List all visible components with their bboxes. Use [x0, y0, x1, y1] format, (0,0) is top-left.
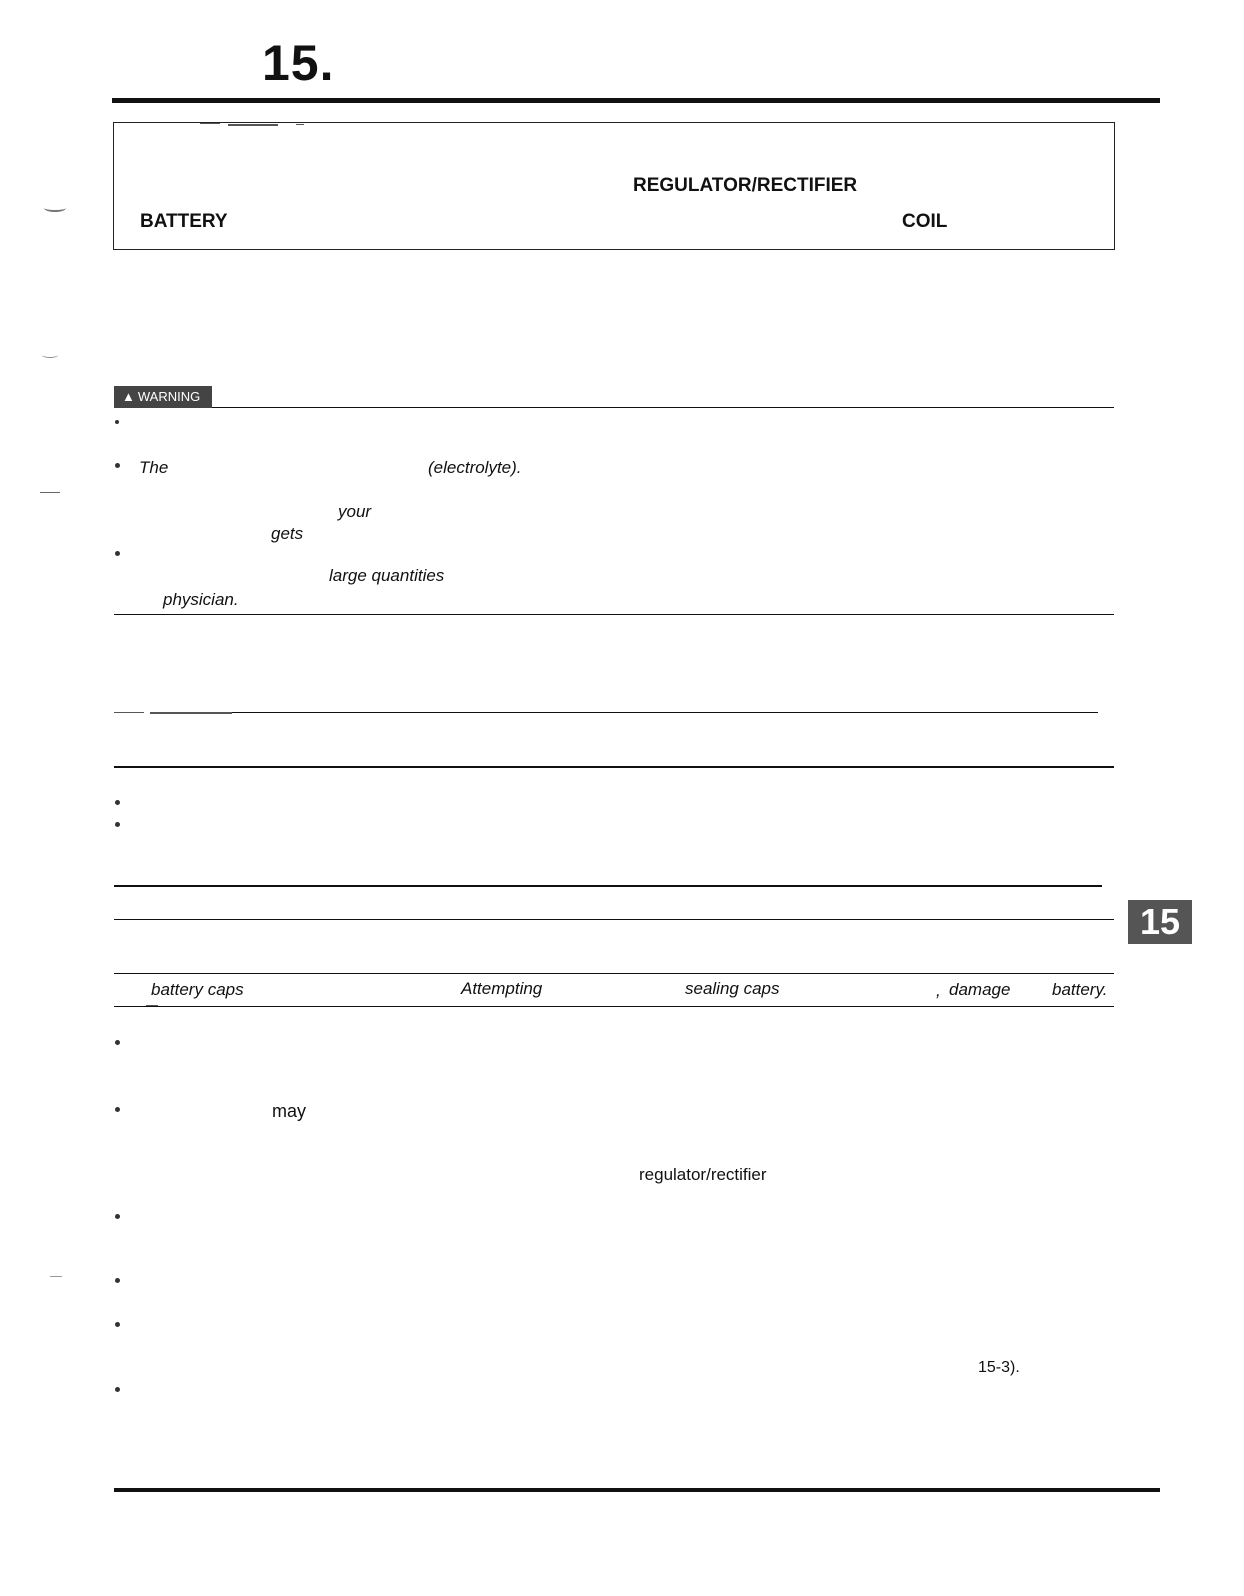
- note-bullet: [115, 1387, 120, 1392]
- warning-text-large-quantities: large quantities: [329, 566, 445, 585]
- scan-mark: [228, 124, 278, 126]
- scan-mark: [296, 124, 304, 125]
- warning-text-gets: gets: [271, 524, 304, 543]
- notice-battery: battery.: [1052, 980, 1108, 999]
- scan-mark: [150, 712, 232, 714]
- note-bullet: [115, 1278, 120, 1283]
- contents-box: [113, 122, 1115, 250]
- chapter-tab-number: 15: [1139, 901, 1181, 942]
- warning-text-your: your: [338, 502, 372, 521]
- note-bullet: [115, 1107, 120, 1112]
- section-rule: [114, 766, 1114, 768]
- section-rule: [114, 919, 1114, 920]
- warning-bullet: [115, 463, 120, 468]
- note-bullet: [115, 1322, 120, 1327]
- warning-bullet: [115, 420, 119, 424]
- margin-mark: [40, 488, 60, 493]
- note-text-may: may: [272, 1101, 307, 1121]
- note-bullet: [115, 1040, 120, 1045]
- chapter-tab: [1128, 900, 1192, 944]
- chapter-number: 15.: [262, 35, 335, 91]
- list-bullet: [115, 800, 120, 805]
- warning-triangle-icon: ▲: [122, 389, 135, 404]
- header-rule: [112, 98, 1160, 103]
- notice-sealing-caps: sealing caps: [685, 979, 780, 998]
- warning-badge: [114, 386, 212, 408]
- notice-bottom-rule: [114, 1006, 1114, 1007]
- notice-battery-caps: battery caps: [151, 980, 244, 999]
- scan-mark: [200, 123, 220, 124]
- warning-text-the: The: [139, 458, 169, 477]
- warning-text-electrolyte: (electrolyte).: [428, 458, 522, 477]
- warning-badge-label: WARNING: [137, 389, 201, 404]
- margin-mark: [42, 352, 58, 358]
- warning-text-physician: physician.: [163, 590, 239, 609]
- notice-top-rule: [114, 973, 1114, 974]
- contents-regulator-label: REGULATOR/RECTIFIER: [633, 175, 858, 196]
- scan-mark: [114, 712, 144, 713]
- margin-mark: [50, 1276, 62, 1277]
- contents-battery-label: BATTERY: [140, 211, 228, 232]
- note-text-regulator-rectifier: regulator/rectifier: [639, 1165, 767, 1184]
- notice-comma: ,: [936, 981, 941, 1000]
- warning-bullet: [115, 551, 120, 556]
- contents-coil-label: COIL: [902, 211, 948, 232]
- warning-bottom-rule: [114, 614, 1114, 615]
- notice-attempting: Attempting: [461, 979, 543, 998]
- footer-rule: [114, 1488, 1160, 1492]
- margin-mark: [44, 204, 66, 212]
- notice-damage: damage: [949, 980, 1011, 999]
- section-rule: [232, 712, 1098, 713]
- note-bullet: [115, 1214, 120, 1219]
- warning-top-rule: [212, 407, 1114, 408]
- list-bullet: [115, 822, 120, 827]
- note-page-ref: 15-3).: [978, 1359, 1020, 1376]
- section-rule: [114, 885, 1102, 887]
